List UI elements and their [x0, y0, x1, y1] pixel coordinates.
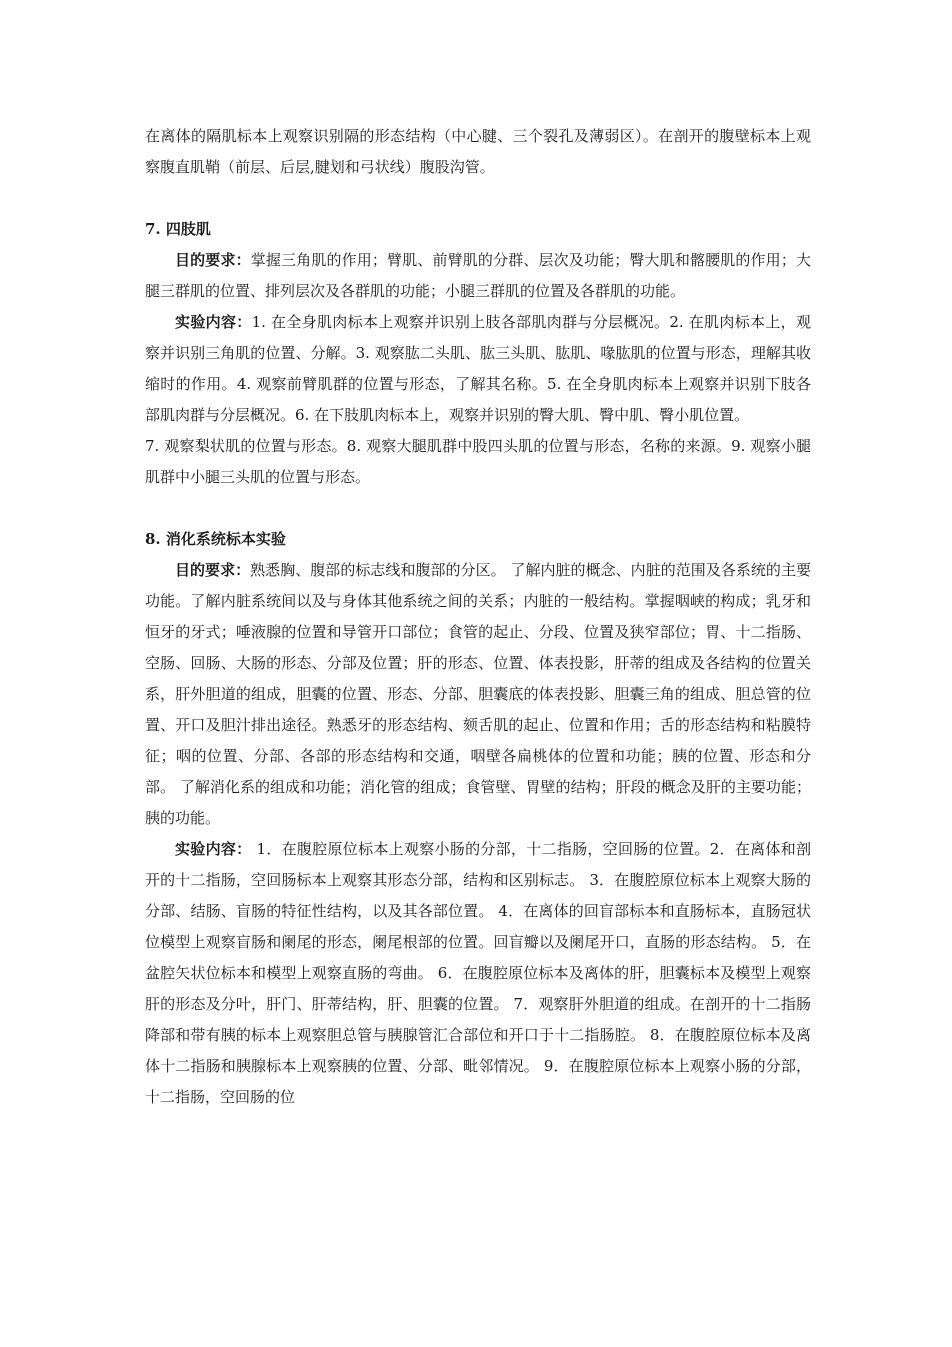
- intro-paragraph: 在离体的隔肌标本上观察识别隔的形态结构（中心腱、三个裂孔及薄弱区）。在剖开的腹壁标本上观察腹直肌鞘（前层、后层,腱划和弓状线）腹股沟管。: [145, 127, 811, 176]
- section-7-content-continued: 7. 观察梨状肌的位置与形态。8. 观察大腿肌群中股四头肌的位置与形态，名称的来源。9. 观察小腿肌群中小腿三头肌的位置与形态。: [145, 437, 811, 486]
- content-text: 1. 在全身肌肉标本上观察并识别上肢各部肌肉群与分层概况。2. 在肌肉标本上，观察并识别三角肌的位置、分解。3. 观察肱二头肌、肱三头肌、肱肌、喙肱肌的位置与形态，理解其收缩时的作用。4. 观察前臂肌群的位置与形态，了解其名称。5. 在全身肌肉标本上观察并识别下肢各部肌肉群与分层概况。6. 在下肢肌肉标本上，观察并识别的臀大肌、臀中肌、臀小肌位置。: [145, 313, 811, 424]
- content-text: 1．在腹腔原位标本上观察小肠的分部，十二指肠，空回肠的位置。2．在离体和剖开的十二指肠，空回肠标本上观察其形态分部，结构和区别标志。 3．在腹腔原位标本上观察大肠的分部、结肠、盲肠的特征性结构，以及其各部位置。 4．在离体的回盲部标本和直肠标本，直肠冠状位模型上观察盲肠和阑尾的形态，阑尾根部的位置。回盲瓣以及阑尾开口，直肠的形态结构。 5．在盆腔矢状位标本和模型上观察直肠的弯曲。 6．在腹腔原位标本及离体的肝，胆囊标本及模型上观察肝的形态及分叶，肝门、肝蒂结构，肝、胆囊的位置。 7．观察肝外胆道的组成。在剖开的十二指肠降部和带有胰的标本上观察胆总管与胰腺管汇合部位和开口于十二指肠腔。 8．在腹腔原位标本及离体十二指肠和胰腺标本上观察胰的位置、分部、毗邻情况。 9．在腹腔原位标本上观察小肠的分部，十二指肠，空回肠的位: [145, 840, 811, 1106]
- section-7-content: [145, 307, 811, 431]
- section-7-heading: 7. 四肢肌: [145, 220, 211, 238]
- spacer: [145, 493, 811, 524]
- section-8-content: [145, 834, 811, 1113]
- purpose-label: 目的要求：: [175, 561, 251, 579]
- section-8-purpose: [145, 555, 811, 834]
- purpose-text: 熟悉胸、腹部的标志线和腹部的分区。 了解内脏的概念、内脏的范围及各系统的主要功能。了解内脏系统间以及与身体其他系统之间的关系；内脏的一般结构。掌握咽峡的构成；乳牙和恒牙的牙式；唾液腺的位置和导管开口部位；食管的起止、分段、位置及狭窄部位；胃、十二指肠、空肠、回肠、大肠的形态、分部及位置；肝的形态、位置、体表投影，肝蒂的组成及各结构的位置关系，肝外胆道的组成，胆囊的位置、形态、分部、胆囊底的体表投影、胆囊三角的组成、胆总管的位置、开口及胆汁排出途径。熟悉牙的形态结构、颏舌肌的起止、位置和作用；舌的形态结构和粘膜特征；咽的位置、分部、各部的形态结构和交通，咽壁各扁桃体的位置和功能；胰的位置、形态和分部。 了解消化系的组成和功能；消化管的组成；食管壁、胃壁的结构；肝段的概念及肝的主要功能；胰的功能。: [145, 561, 811, 827]
- content-label: 实验内容：: [175, 313, 252, 331]
- purpose-text: 掌握三角肌的作用；臂肌、前臂肌的分群、层次及功能；臀大肌和髂腰肌的作用；大腿三群肌的位置、排列层次及各群肌的功能；小腿三群肌的位置及各群肌的功能。: [145, 251, 811, 300]
- spacer: [145, 183, 811, 214]
- purpose-label: 目的要求：: [175, 251, 251, 269]
- section-7-purpose: [145, 245, 811, 307]
- document-page: [145, 121, 811, 1113]
- content-label: 实验内容：: [175, 840, 252, 858]
- section-8-heading: 8. 消化系统标本实验: [145, 530, 286, 548]
